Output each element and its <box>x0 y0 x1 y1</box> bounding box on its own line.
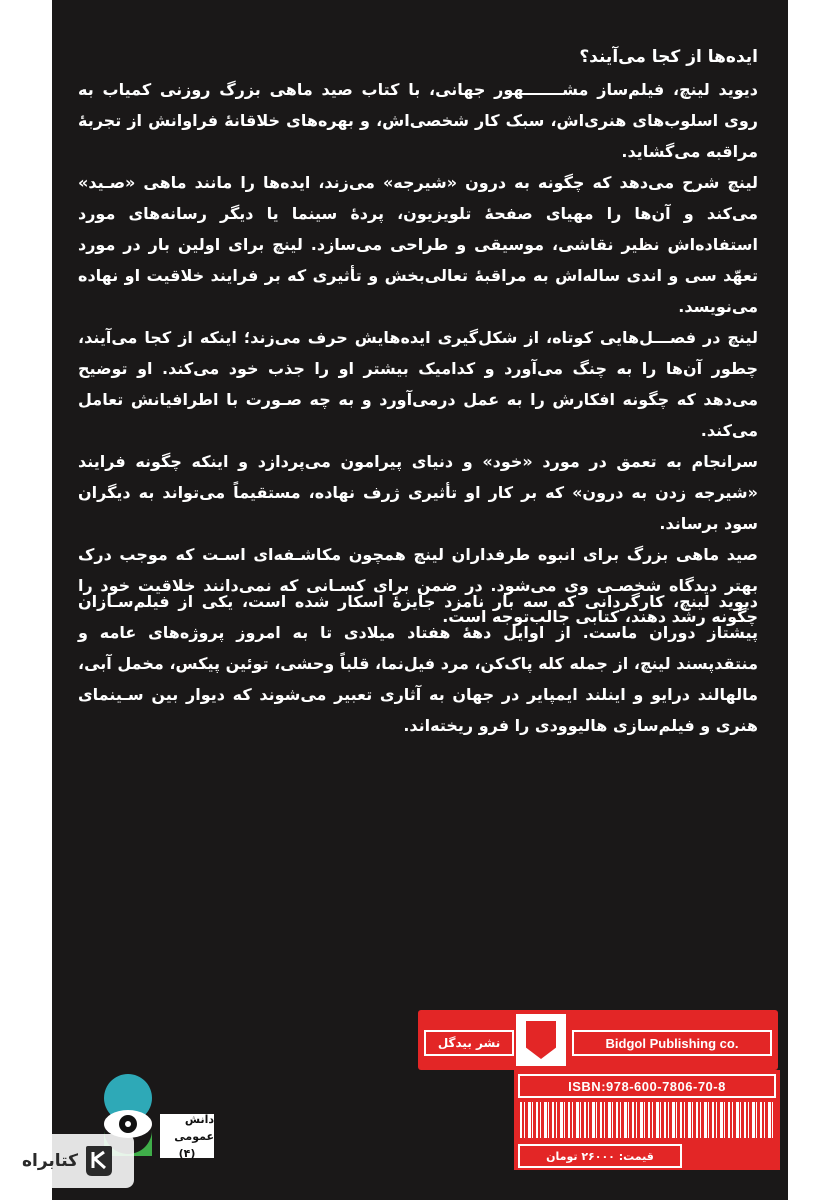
author-bio <box>78 586 758 741</box>
publisher-box <box>418 1010 778 1070</box>
series-name: دانش عمومی <box>174 1112 214 1143</box>
publisher-logo-icon <box>516 1014 566 1066</box>
blurb-title: ایده‌ها از کجا می‌آیند؟ <box>579 47 758 67</box>
barcode-area <box>514 1070 780 1170</box>
blurb-paragraph: دیوید لینچ، فیلم‌ساز مشـــــــهور جهانی، با کتاب صید ماهی بزرگ روزنی کمیاب به روی اسلوب‌های هنری‌اش، سبک کار شخصی‌اش، و بهره‌های خلاقانهٔ فراوانش از تجربهٔ مراقبه می‌گشاید. <box>78 80 758 161</box>
book-back-cover <box>52 0 788 1200</box>
blurb-paragraph: صید ماهی بزرگ برای انبوه طرفداران لینچ همچون مکاشـفه‌ای اسـت که موجب درک بهتر دیدگاه شخصـی وی می‌شود. در ضمن برای کسـانی که نمی‌دانند خلاقیت خود را چگونه رشد دهند، کتابی جالب‌توجه است. <box>78 545 758 626</box>
author-bio-paragraph: دیوید لینچ، کارگردانی که سه بار نامزد جایزهٔ اسکار شده است، یکی از فیلم‌سـازان پیشتاز دوران ماست. از اوایل دههٔ هفتاد میلادی تا به امروز پروژه‌های عامه و منتقدپسند لینچ، از جمله کله پاک‌کن، مرد فیل‌نما، قلباً وحشی، توئین پیکس، مخمل آبی، مالهالند درایو و اینلند ایمپایر در جهان به آثاری تعبیر می‌شوند که دیوار بین سـینمای هنری و فیلم‌سازی هالیوودی را فرو ریخته‌اند. <box>78 592 758 735</box>
ketabrah-watermark <box>2 1134 134 1188</box>
publisher-name-en: Bidgol Publishing co. <box>572 1030 772 1056</box>
ketabrah-logo-icon <box>84 1144 114 1178</box>
publisher-name-fa: نشر بیدگل <box>424 1030 514 1056</box>
blurb-paragraph: سرانجام به تعمق در مورد «خود» و دنیای پیرامون می‌پردازد و اینکه چگونه فرایند «شیرجه زدن به درون» که بر کار او تأثیری ژرف نهاده، مستقیماً می‌تواند به دیگران سود برساند. <box>78 452 758 533</box>
barcode <box>520 1102 774 1138</box>
blurb-title-block <box>78 42 758 73</box>
blurb-main <box>78 74 758 632</box>
blurb-paragraph: لینچ شرح می‌دهد که چگونه به درون «شیرجه» می‌زند، ایده‌ها را مانند ماهی «صـید» می‌کند و آن‌ها را مهیای صفحهٔ تلویزیون، پردهٔ سینما یا دیگر رسانه‌های مورد استفاده‌اش نظیر نقاشی، موسیقی و طراحی می‌سازد. لینچ برای اولین بار در مورد تعهّد سی و اندی ساله‌اش به مراقبهٔ تعالی‌بخش و تأثیری که بر فرایند خلاقیت او نهاده می‌نویسد. <box>78 173 758 316</box>
blurb-paragraph: لینچ در فصـــل‌هایی کوتاه، از شکل‌گیری ایده‌هایش حرف می‌زند؛ اینکه از کجا می‌آیند، چطور آن‌ها را به چنگ می‌آورد و کدامیک بیشتر او را جذب خود می‌کند. او توضیح می‌دهد که چگونه افکارش را به عمل درمی‌آورد و به چه صـورت با اطرافیانش تعامل می‌کند. <box>78 328 758 440</box>
isbn-label: ISBN:978-600-7806-70-8 <box>518 1074 776 1098</box>
series-number: (۴) <box>178 1146 196 1160</box>
price-label: قیمت: ۲۶۰۰۰ تومان <box>518 1144 682 1168</box>
series-label <box>160 1114 214 1158</box>
watermark-text: کتابراه <box>21 1151 79 1171</box>
